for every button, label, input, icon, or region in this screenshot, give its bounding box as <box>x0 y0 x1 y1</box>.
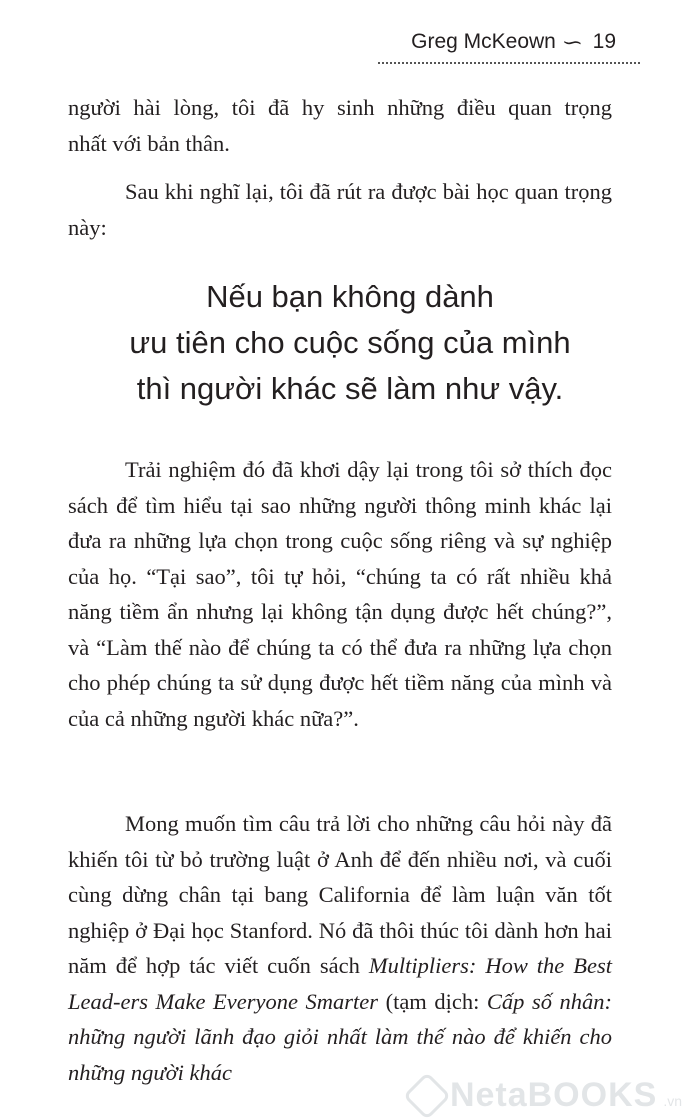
desire-text <box>68 806 612 1090</box>
reflection-text: Sau khi nghĩ lại, tôi đã rút ra được bài học quan trọng này: <box>68 179 612 240</box>
desire-text-mid: (tạm dịch: <box>378 988 487 1014</box>
translated-title: Cấp số nhân: những người lãnh đạo giỏi nhất làm thế nào để khiến cho những người khác <box>68 988 612 1085</box>
running-header <box>411 30 616 54</box>
book-title: Multipliers: How the Best Lead-ers Make Everyone Smarter <box>68 953 612 1014</box>
pull-quote-line-3: thì người khác sẽ làm như vậy. <box>136 371 564 406</box>
desire-text-start: Mong muốn tìm câu trả lời cho những câu hỏi này đã khiến tôi từ bỏ trường luật ở Anh để đến nhiều nơi, và cuối cùng dừng chân tại bang California để làm luận văn tốt nghiệp ở Đại học Stanford. Nó đã thôi thúc tôi dành hơn hai năm để hợp tác viết cuốn sách <box>68 811 612 978</box>
brand-logo-icon <box>403 1071 451 1119</box>
header-dotted-rule <box>378 62 640 64</box>
continuation-line-1: người hài lòng, tôi đã hy sinh những điều quan trọng <box>68 95 612 120</box>
experience-paragraph <box>68 452 612 736</box>
pull-quote-line-1: Nếu bạn không dành <box>206 279 494 314</box>
watermark-brand: NetaBOOKS <box>449 1076 658 1114</box>
continuation-text <box>68 90 612 161</box>
desire-paragraph <box>68 806 612 1090</box>
watermark <box>410 1076 682 1115</box>
watermark-suffix: .vn <box>663 1093 682 1109</box>
experience-text: Trải nghiệm đó đã khơi dậy lại trong tôi sở thích đọc sách để tìm hiểu tại sao những người thông minh khác lại đưa ra những lựa chọn trong cuộc sống riêng và sự nghiệp của họ. “Tại sao”, tôi tự hỏi, “chúng ta có rất nhiều khả năng tiềm ẩn nhưng lại không tận dụng được hết chúng?”, và “Làm thế nào để chúng ta có thể đưa ra những lựa chọn cho phép chúng ta sử dụng được hết tiềm năng của mình và của cả những người khác nữa?”. <box>68 457 612 731</box>
header-ornament-icon: ∽ <box>561 30 584 54</box>
header-author: Greg McKeown <box>411 30 556 53</box>
pull-quote <box>0 274 700 412</box>
continuation-line-2: nhất với bản thân. <box>68 130 230 156</box>
pull-quote-line-2: ưu tiên cho cuộc sống của mình <box>129 325 571 360</box>
page-number: 19 <box>592 30 616 53</box>
reflection-paragraph <box>68 174 612 245</box>
